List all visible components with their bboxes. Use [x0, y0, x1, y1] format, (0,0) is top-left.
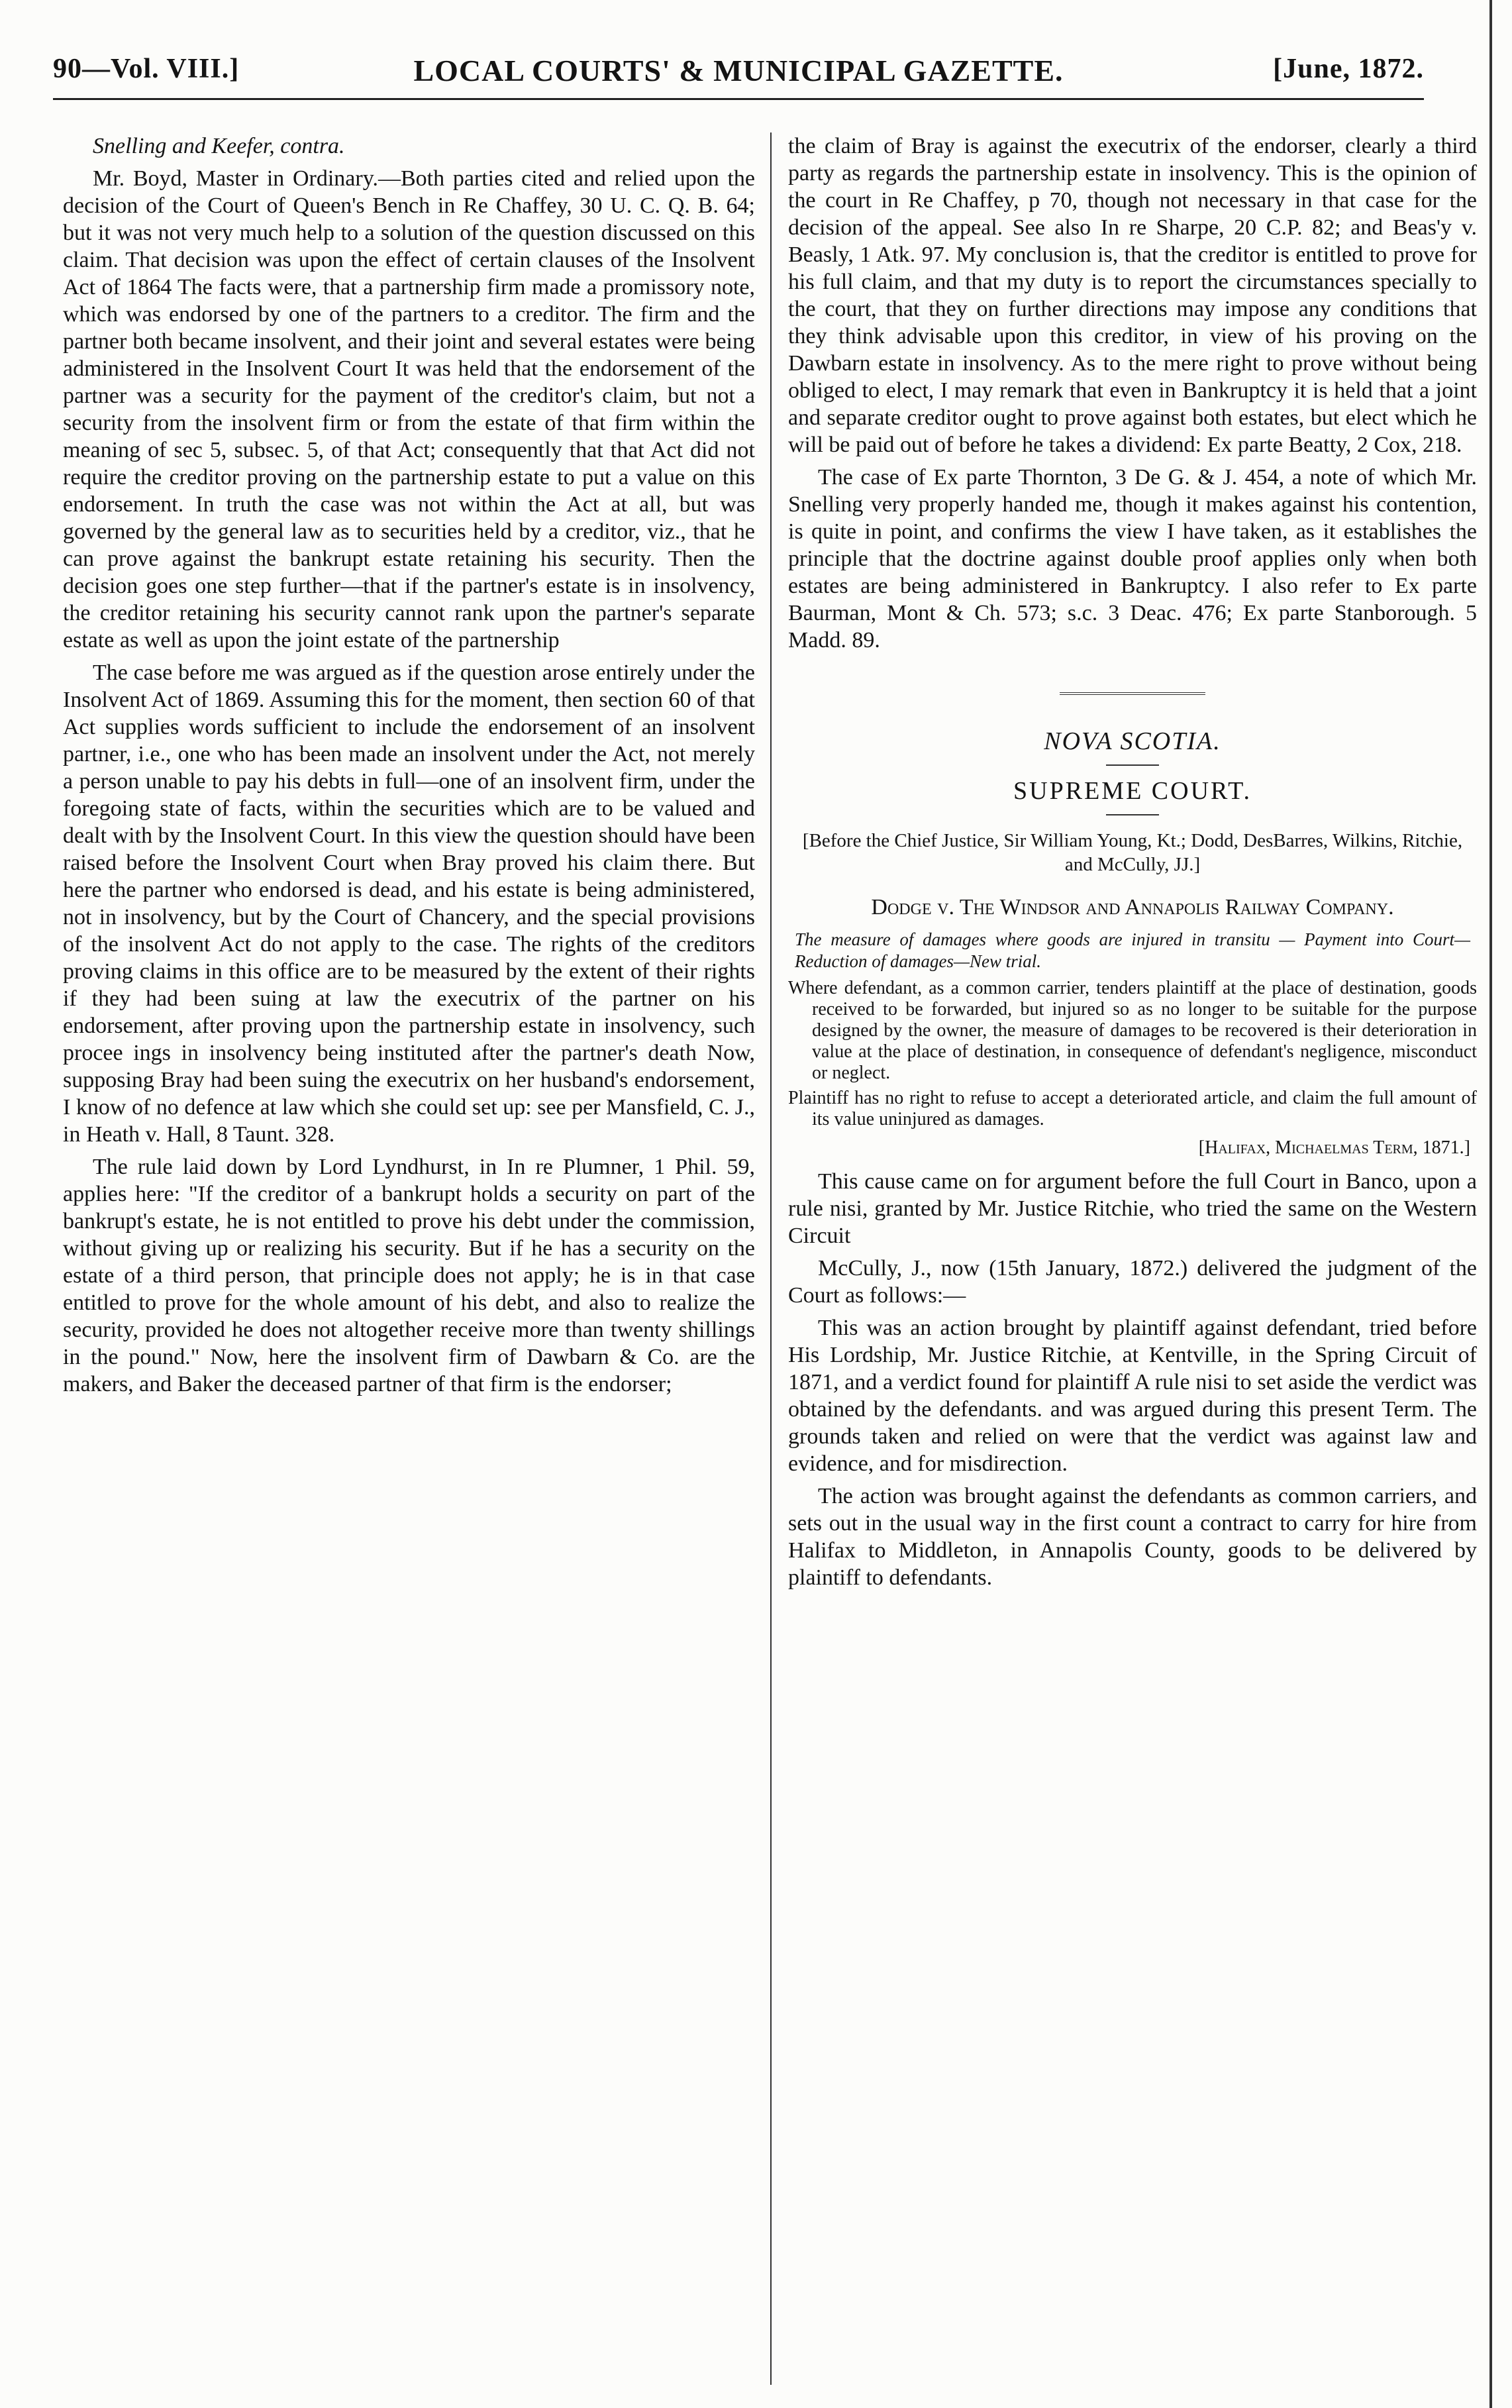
headnote: Plaintiff has no right to refuse to accept a deteriorated article, and claim the full amount of its value uninjured as damages. — [788, 1088, 1477, 1129]
paragraph: This was an action brought by plaintiff against defendant, tried before His Lordship, Mr. Justice Ritchie, at Kentville, in the Spring Circuit of 1871, and a verdict found for plaintiff A rule nisi to set aside the verdict was obtained by the defendants. and was argued during this present Term. The grounds taken and relied on were that the verdict was against law and evidence, and for misdirection. — [788, 1316, 1477, 1476]
bench-note: [Before the Chief Justice, Sir William Young, Kt.; Dodd, DesBarres, Wilkins, Ritchie, and McCully, JJ.] — [802, 830, 1463, 875]
issue-date: [June, 1872. — [1273, 54, 1424, 84]
counsel-caption: Snelling and Keefer, contra. — [93, 134, 345, 158]
paragraph: McCully, J., now (15th January, 1872.) delivered the judgment of the Court as follows:— — [788, 1256, 1477, 1308]
section-rule — [1060, 692, 1205, 698]
paragraph: the claim of Bray is against the executrix of the endorser, clearly a third party as regards the partnership estate in insolvency. This is the opinion of the court in Re Chaffey, p 70, though not necessary in that case for the decision of the appeal. See also In re Sharpe, 20 C.P. 82; and Beas'y v. Beasly, 1 Atk. 97. My conclusion is, that the creditor is entitled to prove for his full claim, and that my duty is to report the circumstances specially to the court, that they on further directions may impose any conditions that they think advisable upon this creditor, in view of his proving on the Dawbarn estate in insolvency. As to the mere right to prove without being obliged to elect, I may remark that even in Bankruptcy it is held that a joint and separate creditor ought to prove against both estates, but elect which he will be paid out of before he takes a dividend: Ex parte Beatty, 2 Cox, 218. — [788, 134, 1477, 457]
paragraph: The rule laid down by Lord Lyndhurst, in In re Plumner, 1 Phil. 59, applies here: "If the creditor of a bankrupt holds a security on part of the bankrupt's estate, he is not entitled to prove his debt under the commission, without giving up or realizing his security. But if he has a security on the estate of a third person, that principle does not apply; he is in that case entitled to prove for the whole amount of his debt, and also to realize the security, provided he does not altogether receive more than twenty shillings in the pound." Now, here the insolvent firm of Dawbarn & Co. are the makers, and Baker the deceased partner of that firm is the endorser; — [63, 1155, 755, 1396]
case-title: Dodge v. The Windsor and Annapolis Railway Company. — [871, 895, 1394, 919]
right-column — [788, 132, 1477, 1597]
page-header — [53, 53, 1424, 99]
page-number-volume: 90—Vol. VIII.] — [53, 54, 240, 84]
header-rule — [53, 98, 1424, 100]
paragraph: The case of Ex parte Thornton, 3 De G. & J. 454, a note of which Mr. Snelling very properly handed me, though it makes against his contention, is quite in point, and confirms the view I have taken, as it establishes the principle that the doctrine against double proof applies only when both estates are being administered in Bankruptcy. I also refer to Ex parte Baurman, Mont & Ch. 573; s.c. 3 Deac. 476; Ex parte Stanborough. 5 Madd. 89. — [788, 465, 1477, 653]
left-column — [63, 132, 755, 1403]
paragraph: The case before me was argued as if the question arose entirely under the Insolvent Act of 1869. Assuming this for the moment, then section 60 of that Act supplies words sufficient to include the endorsement of an insolvent partner, i.e., one who has been made an insolvent under the Act, not merely a person unable to pay his debts in full—one of an insolvent firm, under the foregoing state of facts, within the securities which are to be valued and dealt with by the Insolvent Court. In this view the question should have been raised before the Insolvent Court when Bray proved his claim there. But here the partner who endorsed is dead, and his estate is being administered, not in insolvency, but by the Court of Chancery, and the special provisions of the insolvent Act do not apply to the case. The rights of the creditors proving claims in this office are to be measured by the extent of their rights if they had been suing at law the executrix of the partner on his endorsement, after proving upon the partnership estate in insolvency, such procee ings in insolvency being instituted after the partner's death Now, supposing Bray had been suing the executrix on her husband's endorsement, I know of no defence at law which she could set up: see per Mansfield, C. J., in Heath v. Hall, 8 Taunt. 328. — [63, 660, 755, 1147]
column-divider — [770, 132, 772, 2385]
publication-title: LOCAL COURTS' & MUNICIPAL GAZETTE. — [413, 54, 1064, 87]
heading-rule — [1106, 764, 1159, 766]
headnote-summary: The measure of damages where goods are injured in transitu — Payment into Court—Reduction of damages—New trial. — [795, 929, 1470, 971]
paragraph: This cause came on for argument before the full Court in Banco, upon a rule nisi, granted by Mr. Justice Ritchie, who tried the same on the Western Circuit — [788, 1169, 1477, 1248]
headnote: Where defendant, as a common carrier, tenders plaintiff at the place of destination, goods received to be forwarded, but injured so as no longer to be suitable for the purpose designed by the owner, the measure of damages to be recovered is their deterioration in value at the place of destination, in consequence of defendant's negligence, misconduct or neglect. — [788, 978, 1477, 1083]
paragraph: Mr. Boyd, Master in Ordinary.—Both parties cited and relied upon the decision of the Court of Queen's Bench in Re Chaffey, 30 U. C. Q. B. 64; but it was not very much help to a solution of the question discussed on this claim. That decision was upon the effect of certain clauses of the Insolvent Act of 1864 The facts were, that a partnership firm made a promissory note, which was endorsed by one of the partners to a creditor. The firm and the partner both became insolvent, and their joint and several estates were being administered in the Insolvent Court It was held that the endorsement of the partner was a security for the payment of the creditor's claim, but not a security from the insolvent firm or from the estate of that firm within the meaning of sec 5, subsec. 5, of that Act; consequently that that Act did not require the creditor proving on the partnership estate to put a value on this endorsement. In truth the case was not within the Act at all, but was governed by the general law as to securities held by a creditor, viz., that he can prove against the bankrupt estate retaining his security. Then the decision goes one step further—that if the partner's estate is in insolvency, the creditor retaining his security cannot rank upon the partner's separate estate as well as upon the joint estate of the partnership — [63, 166, 755, 653]
heading-rule — [1106, 814, 1159, 815]
court-heading: SUPREME COURT. — [1013, 777, 1252, 805]
page-edge-line — [1489, 0, 1492, 2408]
term-citation: [Halifax, Michaelmas Term, 1871.] — [1198, 1137, 1470, 1158]
section-heading: NOVA SCOTIA. — [1044, 727, 1221, 755]
paragraph: The action was brought against the defendants as common carriers, and sets out in the usual way in the first count a contract to carry for hire from Halifax to Middleton, in Annapolis County, goods to be delivered by plaintiff to defendants. — [788, 1484, 1477, 1590]
